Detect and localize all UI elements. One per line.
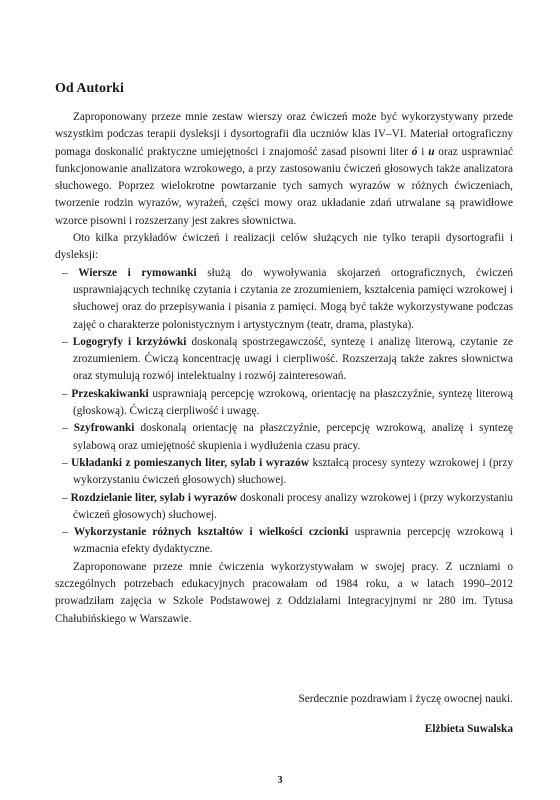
list-item-term: Szyfrowanki [73, 422, 135, 435]
examples-intro-paragraph: Oto kilka przykładów ćwiczeń i realizacji celów służących nie tylko terapii dysortografii i dysleksji: [55, 232, 513, 262]
list-item-text: doskonalą spostrzegawczość, syntezę i analizę literową, czytanie ze zrozumieniem. Ćwiczą koncentrację uwagi i cierpliwość. Rozszerzają także zakres słownictwa oraz stymulują rozwój intelektualny i rozwój zainteresowań. [73, 335, 513, 383]
list-item-text: doskonalą orientację na płaszczyźnie, percepcję wzrokową, analizę i syntezę sylabową oraz umiejętność skupienia i wydłużenia czasu pracy. [73, 422, 513, 452]
list-item [55, 334, 513, 386]
list-item [55, 524, 513, 559]
document-body [55, 80, 513, 628]
list-item [55, 455, 513, 490]
list-item-term: Przeskakiwanki [71, 387, 149, 400]
list-dash: – [62, 266, 79, 279]
letter-u: u [428, 145, 435, 158]
list-item-term: Logogryfy i krzyżówki [72, 335, 187, 348]
list-item-text: usprawnia percepcję wzrokową i wzmacnia efekty dydaktyczne. [73, 526, 513, 556]
list-item-term: Układanki z pomieszanych liter, sylab i wyrazów [71, 456, 309, 469]
intro-text-2: i [417, 145, 429, 158]
closing-greeting: Serdecznie pozdrawiam i życzę owocnej nauki. [298, 693, 513, 705]
section-title: Od Autorki [55, 81, 124, 96]
list-item-text: usprawniają percepcję wzrokową, orientację na płaszczyźnie, syntezę literową (głoskową). Ćwiczą cierpliwość i uwagę. [73, 387, 513, 418]
author-signature: Elżbieta Suwalska [424, 723, 513, 735]
list-item-text: służą do wywoływania skojarzeń ortograficznych, ćwiczeń usprawniających technikę czytania i czytania ze zrozumieniem, kształcenia pamięci wzrokowej i słuchowej oraz do przepisywania i pisania z pamięci. Mogą być także wykorzystywane podczas zajęć o charakterze polonistycznym i artystycznym (teatr, drama, plastyka). [73, 266, 513, 331]
list-item-term: Wiersze i rymowanki [78, 266, 197, 279]
list-dash: – [62, 387, 72, 400]
list-item-term: Rozdzielanie liter, sylab i wyrazów [70, 491, 238, 504]
page-number: 3 [277, 775, 283, 786]
examples-list [55, 265, 513, 559]
intro-text-3: oraz usprawniać funkcjonowanie analizatora wzrokowego, a przy zastosowaniu ćwiczeń głosowych także analizatora słuchowego. Poprzez wielokrotne powtarzanie tych samych wyrazów w różnych ćwiczeniach, tworzenie rodzin wyrazów, wyrażeń, części mowy oraz układanie zdań utrwalane są prawidłowe wzorce pisowni i rozszerzany jest zakres słownictwa. [55, 145, 514, 227]
list-item-text: kształcą procesy syntezy wzrokowej i (przy wykorzystaniu ćwiczeń głosowych) słuchowej. [73, 456, 513, 487]
list-item [55, 265, 513, 334]
intro-text-1: Zaproponowany przeze mnie zestaw wierszy oraz ćwiczeń może być wykorzystywany przede wszystkim podczas terapii dysleksji i dysortografii dla uczniów klas IV–VI. Materiał ortograficzny pomaga doskonalić praktyczne umiejętności i znajomość zasad pisowni liter [55, 111, 513, 158]
conclusion-paragraph: Zaproponowane przeze mnie ćwiczenia wykorzystywałam w swojej pracy. Z uczniami o szczególnych potrzebach edukacyjnych pracowałam od 1984 roku, a w latach 1990–2012 prowadziłam zajęcia w Szkole Podstawowej z Oddziałami Integracyjnymi nr 280 im. Tytusa Chałubińskiego w Warszawie. [55, 560, 513, 625]
list-dash: – [62, 335, 73, 348]
list-dash: – [62, 422, 74, 435]
list-item [55, 386, 513, 421]
list-item [55, 490, 513, 525]
list-dash: – [62, 491, 71, 504]
list-item-text: doskonali procesy analizy wzrokowej i (przy wykorzystaniu ćwiczeń głosowych) słuchowej. [73, 491, 513, 521]
list-item [55, 420, 513, 455]
list-dash: – [62, 456, 72, 469]
list-dash: – [62, 526, 74, 539]
letter-o-acute: ó [411, 145, 418, 158]
intro-paragraph [55, 109, 513, 230]
list-item-term: Wykorzystanie różnych kształtów i wielkości czcionki [73, 526, 349, 539]
